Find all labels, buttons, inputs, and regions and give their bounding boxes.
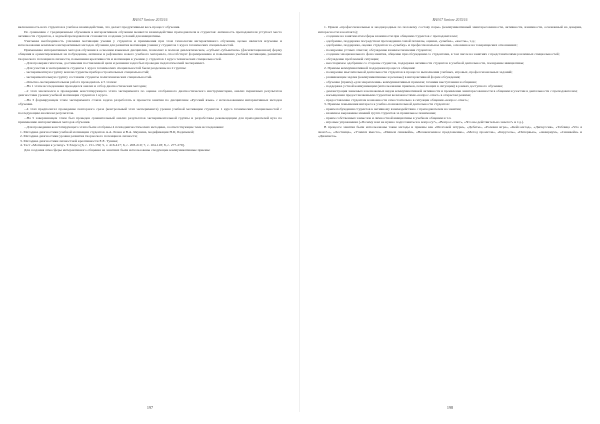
- paragraph: В процессе занятия были использованы такие методы и приемы как «Мозговой штурм», «Дебаты», «Ролевая игра», «Кейс-метод», «Дискуссия», «Таблица «Что я знаю?»», «Лестница», «Учимся вместе», «Пишем синквейн», «Незаконченное предложение», «Метод проектов», «Карусель», «Интервью», «Аквариум», «Синквейн» и «Диаманта».: [318, 125, 582, 139]
- paragraph: ...На 5 завершающем этапе был проведен сравнительный анализ результатов экспериментальной группы и разработаны рекомендации для преподавателей вуза по применению интерактивных методов обучения.: [18, 115, 282, 125]
- paragraph: Для создания атмосферы интерактивного общения на занятиях были использованы следующие коммуникативные приемы:: [24, 147, 211, 152]
- paragraph: - одобрение, поддержка посредством прохождения самой похвалы, оценки, «улыбка», «жесты», т.д.;: [324, 38, 476, 43]
- paragraph: ...Опытно-экспериментальная работа проводилась в 5 этапов:: [24, 79, 118, 84]
- paragraph: включенность всех студентов в учебное взаимодействие, что делает продуктивным весь процесс обучения.: [18, 25, 181, 29]
- paragraph: ...На 1 этапе исследования проводился анализ и отбор диагностических методик;: [24, 84, 147, 89]
- paragraph: 2. Приемы коммуникативной поддержки процесса общения:: [324, 65, 416, 70]
- right-body-text: [318, 25, 582, 139]
- paragraph: - обучение (прием) «для закрепления» коммуникативных приемов; техники выступления и общения;: [324, 79, 477, 84]
- paragraph: - прием собственных замыслов и личностной инициативы в учебном общении и т.п.: [324, 115, 452, 120]
- paragraph: - неоспоримое одобрение со стороны студентов, поддержка активности студентов в учебной деятельности, поощрение инициативы;: [324, 61, 525, 66]
- page-number: 197: [146, 405, 154, 410]
- right-page: [300, 0, 600, 424]
- paragraph: - взаимное выражение мнений групп студентов за правильное понимание;: [324, 111, 437, 116]
- paragraph: - экспериментную группу вошли студенты приборостроительных специальностей;: [24, 70, 150, 75]
- paragraph: - поощрение устных ответов; обсуждение взаимоотношения студентов;: [324, 47, 432, 52]
- paragraph: 1. Прием «профессиональные и неоднородные по половому составу пары» (коммуникативный заинтересованности, активности, взаимности, основанный на доверии, интересности и контакта);: [318, 25, 582, 34]
- paragraph: ...На 3 формирующем этапе эксперимента стояла задача разработать и провести занятия по дисциплине «Русский язык» с использованием интерактивных методов обучения.: [18, 97, 282, 107]
- paragraph: По сравнению с традиционным обучением в интерактивном обучении меняется взаимодействие преподавателя и студентов: активность преподавателя уступает место активности студентов, а задачей преподавателя становится создание условий для инициативы.: [18, 29, 282, 39]
- paragraph: - игровые упражнения («Почему нам не нужно подготовиться к вопросу?», «Вопрос-ответ», «Что вы действительно знаете?» и т.д.).: [324, 120, 524, 125]
- paragraph: 3. Приемы повышения интереса к учебно-познавательной деятельности студентов:: [324, 102, 450, 107]
- paragraph: 4. Тест «Мотивация к успеху» Т.Элерса [6, с. 151-159; 5, с. 416-417; 6, с. 208-210; 7, с. 104-118; 8, с. 277-279].: [20, 143, 185, 148]
- paragraph: - предоставление студентам возможности самостоятельно в ситуации общения «вопрос-ответ»;: [324, 97, 469, 102]
- paragraph: ...4 этап предполагал проведение повторного среза (контрольный этап эксперимента) уровня учебной мотивации студентов 1 курса технических специальностей с последующим анализом результатов.: [18, 106, 282, 116]
- paragraph: ...Для проведения констатирующего этапа были отобраны 4 психодиагностических методики, соответствующие теме исследования:: [24, 125, 224, 130]
- paragraph: ...Для участия в эксперименте студенты 1 курса технических специальностей были разделены на 2 группы:: [24, 65, 187, 70]
- page-number: 198: [446, 405, 454, 410]
- paragraph: - прием побуждения студентов к активному взаимодействию с преподавателем на занятии;: [324, 106, 462, 111]
- paragraph: - экспериментальную группу составили студенты политехнических специальностей.: [24, 75, 153, 80]
- paragraph: - обсуждение проблемной ситуации;: [324, 56, 380, 61]
- paragraph: Учитывая необходимость усиления мотивации учения у студентов и применения при этом технологии интерактивного обучения, целью является изучение и использование комплекса интерактивных методов обучения для развития мотивации учения у студентов 1 курса технических специальностей.: [18, 38, 282, 48]
- paragraph: ...2 этап заключался в проведении констатирующего этапа эксперимента по оценке отобранного диагностического инструментария, анализ первичных результатов диагностики уровня учебной мотивации студентов 1 курса.: [18, 88, 282, 98]
- running-header: ВАЗ 07 Seniore 2015/16: [132, 18, 168, 22]
- paragraph: 1. Методика диагностики учебной мотивации студентов А.А. Реана и В.А. Якунина, модификация Н.Ц. Бадмаевой;: [20, 129, 195, 134]
- paragraph: - демонстрация знакомых и незнакомых видов коммуникативной активности и проявление заинтересованности в общении и участии в деятельности с преподавателем;: [324, 88, 578, 93]
- paragraph: - развивающие задачи (коммуникативные и речевые) в интерактивной форме обсуждения;: [324, 75, 461, 80]
- paragraph: ...Для проверки гипотезы, достижения поставленной цели и решения задач был проведен педагогический эксперимент.: [24, 61, 205, 66]
- paragraph: - поддержка устной коммуникации (использование приемов, помогающих в ситуации) в рамках доступного обучения;: [324, 84, 503, 89]
- paragraph: - насыщенная предоставляемыми студентам возможностями «вопрос-ответ» в открытом режиме;: [324, 93, 472, 98]
- paragraph: - создание на занятии атмосферы взаимности при общении студентов с преподавателем;: [324, 34, 458, 39]
- left-body-text: [18, 25, 282, 152]
- running-header: ВАЗ 07 Seniore 2015/16: [432, 18, 468, 22]
- paragraph: - поощрение мыслительной деятельности студентов в процессе выполнения учебных, игровых, профессиональных заданий;: [324, 70, 513, 75]
- paragraph: - создание эмоционального фона занятия, общение при обсуждении со студентами, в том числе на занятиях с представителями различных специальностей;: [324, 52, 560, 57]
- paragraph: 2. Методика диагностики уровня развития творческого потенциала личности;: [20, 134, 138, 139]
- paragraph: - одобрение, поддержка, оценка студентов за «улыбку» и профессиональное мнение, основанное на товарищеских отношениях;: [324, 43, 518, 48]
- paragraph: Применение интерактивных методов обучения в освоении языковых дисциплин, позволяет в полном диалектическом, «субъект-субъектном» (фасилитационном) форму общения и ориентированных на побуждение, активное и рефлексию нового учебного материала, способствует формированию и повышению учебной мотивации, развитию творческого потенциала личности, повышения креативности и мотивации к учению у студентов 1 курса технических специальностей.: [18, 47, 282, 61]
- paragraph: 3. Методика диагностики личностной креативности Е.Е. Туника;: [20, 138, 119, 143]
